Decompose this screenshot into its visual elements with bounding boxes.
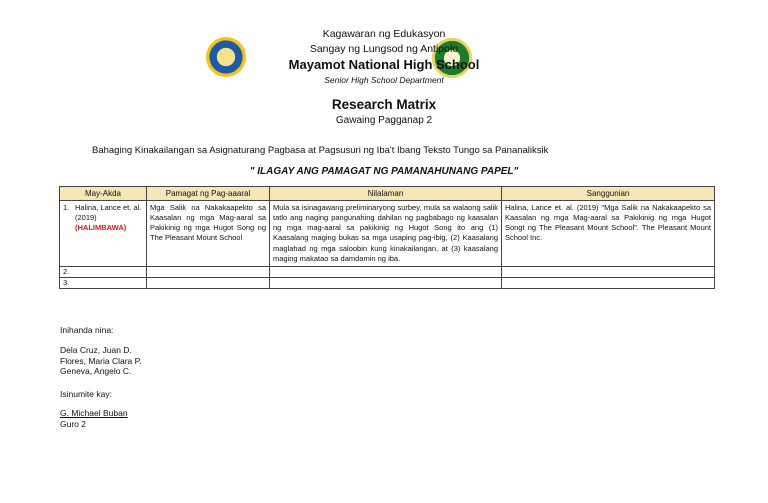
column-header-may-akda: May-Akda xyxy=(60,187,147,201)
research-matrix-table xyxy=(59,186,715,289)
sanggunian-cell: Halina, Lance et. al. (2019) "Mga Salik na Nakakaapekto sa Kaasalan ng mga Mag-aaral sa Pakikinig ng mga Hugot Songt ng The Pleasant Mount School". The Pleasant Mount School Inc. xyxy=(502,201,715,267)
row-number: 1. xyxy=(63,203,70,212)
header-line-1: Kagawaran ng Edukasyon xyxy=(322,28,446,40)
table-row xyxy=(60,201,715,267)
header-line-2: Sangay ng Lungsod ng Antipolo xyxy=(309,43,459,55)
document-title: Research Matrix xyxy=(331,97,437,112)
column-header-nilalaman: Nilalaman xyxy=(270,187,502,201)
column-header-sanggunian: Sanggunian xyxy=(502,187,715,201)
table-row xyxy=(60,266,715,277)
school-name: Mayamot National High School xyxy=(288,57,480,72)
row-number: 3. xyxy=(60,277,147,288)
teacher-name: G. Michael Buban xyxy=(60,408,128,418)
sanggunian-cell xyxy=(502,277,715,288)
nilalaman-cell: Mula sa isinagawang preliminaryong surbey, mula sa walaong salik tatlo ang naging pangunahing dahilan ng pagbabago ng kaasalan ng mga mag-aaral sa pakikinig ng Hugot Song ito ang (1) Kaasalang maging bukas sa mga usaping pag-ibig, (2) Kaasalang maglahad ng mga saloobin kung kinakailangan, at (3) kaasalang maging makatao sa damdamin ng iba. xyxy=(270,201,502,267)
author-cell xyxy=(60,201,147,267)
nilalaman-cell xyxy=(270,277,502,288)
table-row xyxy=(60,277,715,288)
submitted-to-label: Isinumite kay: xyxy=(60,389,112,399)
table-header-row xyxy=(60,187,715,201)
author-name: Flores, Maria Clara P. xyxy=(60,355,142,366)
teacher-role: Guro 2 xyxy=(60,419,86,429)
author-name: Geneva, Angelo C. xyxy=(60,366,132,377)
author-name: Dela Cruz, Juan D. xyxy=(60,345,132,355)
document-subtitle: Gawaing Pagganap 2 xyxy=(335,115,433,126)
subject-description: Bahaging Kinakailangan sa Asignaturang Pagbasa at Pagsusuri ng Iba't Ibang Teksto Tungo sa Pananaliksik xyxy=(92,145,549,156)
prepared-by-names xyxy=(60,345,142,377)
pamagat-cell xyxy=(147,277,270,288)
paper-title-placeholder: " ILAGAY ANG PAMAGAT NG PAMANAHUNANG PAPEL" xyxy=(249,166,519,177)
sanggunian-cell xyxy=(502,266,715,277)
author-text: Halina, Lance et. al. (2019) xyxy=(75,203,142,223)
nilalaman-cell xyxy=(270,266,502,277)
pamagat-cell xyxy=(147,266,270,277)
column-header-pamagat: Pamagat ng Pag-aaaral xyxy=(147,187,270,201)
row-number: 2. xyxy=(60,266,147,277)
prepared-by-label: Inihanda nina: xyxy=(60,325,114,335)
department-name: Senior High School Department xyxy=(324,75,444,85)
pamagat-cell: Mga Salik na Nakakaapekto sa Kaasalan ng mga Mag-aaral sa Pakikinig ng mga Hugot Song ng The Pleasant Mount School xyxy=(147,201,270,267)
example-label: (HALIMBAWA) xyxy=(75,223,127,233)
